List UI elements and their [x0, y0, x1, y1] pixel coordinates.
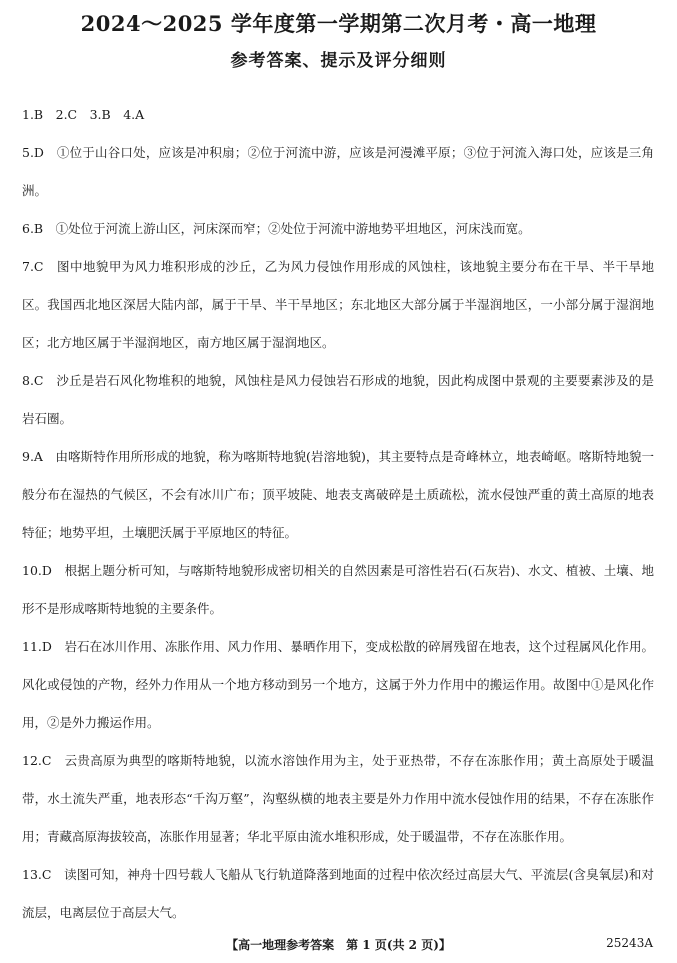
answer-item: 6.B ①处位于河流上游山区，河床深而窄；②处位于河流中游地势平坦地区，河床浅而宽。: [22, 221, 531, 236]
answer-item: 1.B 2.C 3.B 4.A: [22, 107, 145, 122]
answer-item: 10.D 根据上题分析可知，与喀斯特地貌形成密切相关的自然因素是可溶性岩石(石灰岩)、水文、植被、土壤、地形不是形成喀斯特地貌的主要条件。: [22, 563, 654, 616]
answer-item: 9.A 由喀斯特作用所形成的地貌，称为喀斯特地貌(岩溶地貌)，其主要特点是奇峰林立，地表崎岖。喀斯特地貌一般分布在湿热的气候区，不会有冰川广布；顶平坡陡、地表支离破碎是土质疏松，流水侵蚀严重的黄土高原的地表特征；地势平坦，土壤肥沃属于平原地区的特征。: [22, 449, 654, 540]
answer-item: 8.C 沙丘是岩石风化物堆积的地貌，风蚀柱是风力侵蚀岩石形成的地貌，因此构成图中景观的主要要素涉及的是岩石圈。: [22, 373, 654, 426]
footer-page-info: 【高一地理参考答案 第 1 页(共 2 页)】: [226, 938, 451, 952]
footer-code: 25243A: [606, 936, 653, 950]
answer-item: 5.D ①位于山谷口处，应该是冲积扇；②位于河流中游，应该是河漫滩平原；③位于河流入海口处，应该是三角洲。: [22, 145, 654, 198]
answer-item: 12.C 云贵高原为典型的喀斯特地貌，以流水溶蚀作用为主，处于亚热带，不存在冻胀作用；黄土高原处于暖温带，水土流失严重，地表形态“千沟万壑”，沟壑纵横的地表主要是外力作用中流水侵蚀作用的结果，不存在冻胀作用；青藏高原海拔较高，冻胀作用显著；华北平原由流水堆积形成，处于暖温带，不存在冻胀作用。: [22, 753, 654, 844]
page-subtitle: 参考答案、提示及评分细则: [230, 51, 447, 71]
answer-list: [22, 100, 654, 932]
page-title: 2024～2025 学年度第一学期第二次月考・高一地理: [80, 11, 597, 36]
answer-item: 7.C 图中地貌甲为风力堆积形成的沙丘，乙为风力侵蚀作用形成的风蚀柱，该地貌主要分布在干旱、半干旱地区。我国西北地区深居大陆内部，属于干旱、半干旱地区；东北地区大部分属于半湿润地区，一小部分属于湿润地区；北方地区属于半湿润地区，南方地区属于湿润地区。: [22, 259, 654, 350]
answer-item: 13.C 读图可知，神舟十四号载人飞船从飞行轨道降落到地面的过程中依次经过高层大气、平流层(含臭氧层)和对流层，电离层位于高层大气。: [22, 867, 654, 920]
answer-item: 11.D 岩石在冰川作用、冻胀作用、风力作用、暴晒作用下，变成松散的碎屑残留在地表，这个过程属风化作用。风化或侵蚀的产物，经外力作用从一个地方移动到另一个地方，这属于外力作用中的搬运作用。故图中①是风化作用，②是外力搬运作用。: [22, 639, 654, 730]
